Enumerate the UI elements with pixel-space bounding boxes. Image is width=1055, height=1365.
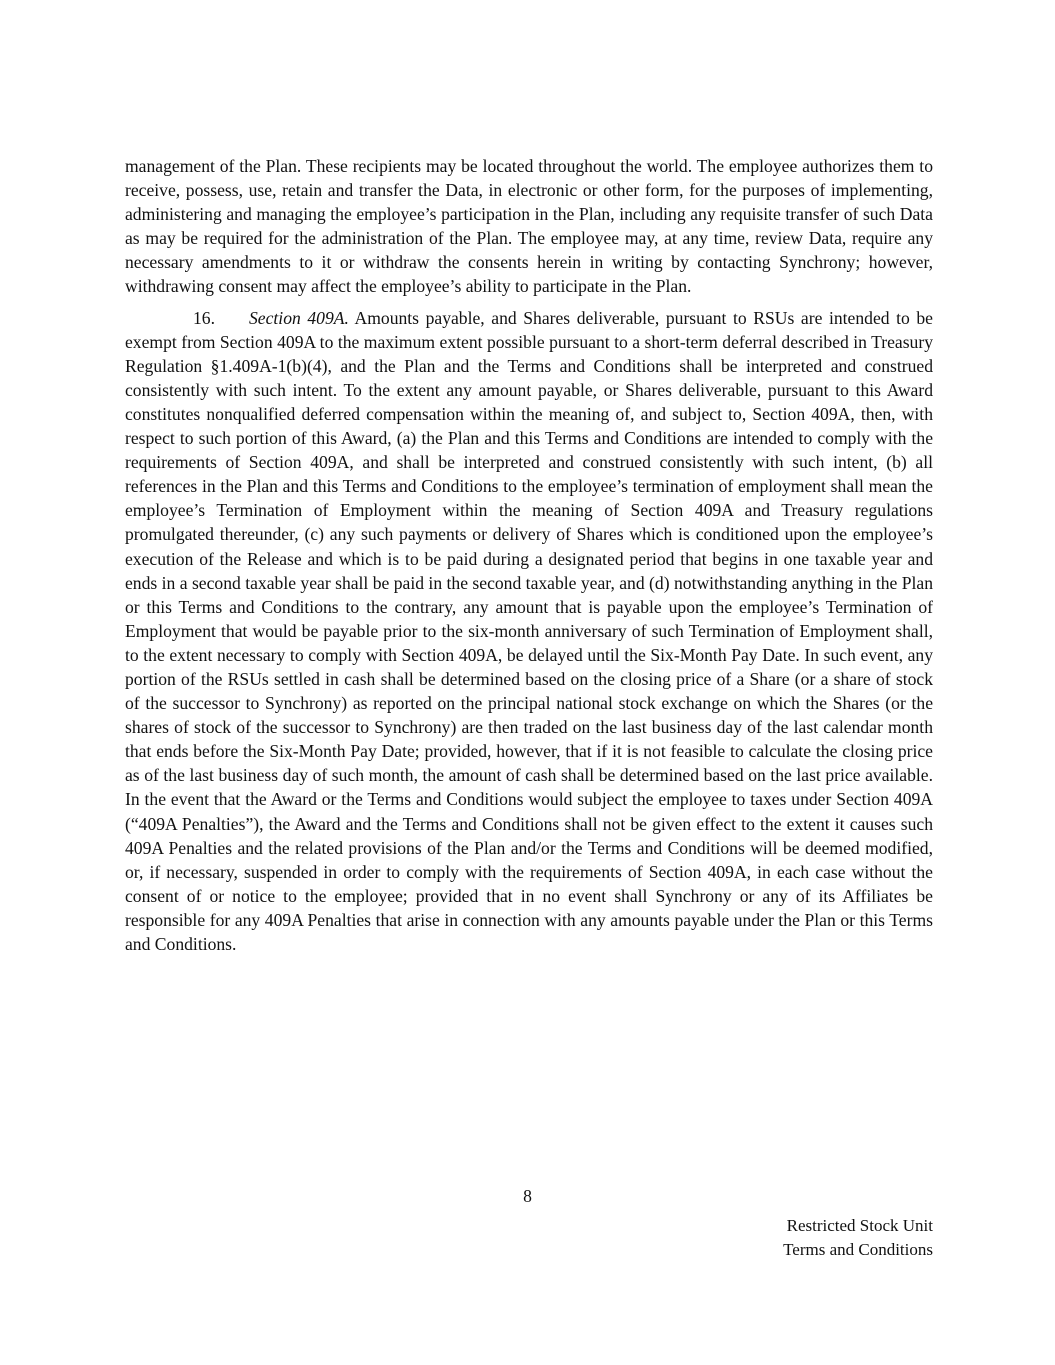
section-number: 16. [193, 307, 215, 328]
section-body: Amounts payable, and Shares deliverable, pursuant to RSUs are intended to be exempt from Section 409A to the maximum extent possible pursuant to a short-term deferral described in Treasury Regulation §1.409A-1(b)(4), and the Plan and the Terms and Conditions shall be interpreted and construed consistently with such intent. To the extent any amount payable, or Shares deliverable, pursuant to this Award constitutes nonqualified deferred compensation within the meaning of, and subject to, Section 409A, then, with respect to such portion of this Award, (a) the Plan and this Terms and Conditions are intended to comply with the requirements of Section 409A, and shall be interpreted and construed consistently with such intent, (b) all references in the Plan and this Terms and Conditions to the employee’s termination of employment shall mean the employee’s Termination of Employment within the meaning of Section 409A and Treasury regulations promulgated thereunder, (c) any such payments or delivery of Shares which is conditioned upon the employee’s execution of the Release and which is to be paid during a designated period that begins in one taxable year and ends in a second taxable year shall be paid in the second taxable year, and (d) notwithstanding anything in the Plan or this Terms and Conditions to the contrary, any amount that is payable upon the employee’s Termination of Employment that would be payable prior to the six-month anniversary of such Termination of Employment shall, to the extent necessary to comply with Section 409A, be delayed until the Six-Month Pay Date. In such event, any portion of the RSUs settled in cash shall be determined based on the closing price of a Share (or a share of stock of the successor to Synchrony) as reported on the principal national stock exchange on which the Shares (or the shares of stock of the successor to Synchrony) are then traded on the last business day of the last calendar month that ends before the Six-Month Pay Date; provided, however, that if it is not feasible to calculate the closing price as of the last business day of such month, the amount of cash shall be determined based on the last price available. In the event that the Award or the Terms and Conditions would subject the employee to taxes under Section 409A (“409A Penalties”), the Award and the Terms and Conditions shall not be given effect to the extent it causes such 409A Penalties and the related provisions of the Plan and/or the Terms and Conditions will be deemed modified, or, if necessary, suspended in order to comply with the requirements of Section 409A, in each case without the consent of or notice to the employee; provided that in no event shall Synchrony or any of its Affiliates be responsible for any 409A Penalties that arise in connection with any amounts payable under the Plan or this Terms and Conditions. [125, 307, 933, 954]
continued-paragraph: management of the Plan. These recipients may be located throughout the world. The employee authorizes them to receive, possess, use, retain and transfer the Data, in electronic or other form, for the purposes of implementing, administering and managing the employee’s participation in the Plan, including any requisite transfer of such Data as may be required for the administration of the Plan. The employee may, at any time, review Data, require any necessary amendments to it or withdraw the consents herein in writing by contacting Synchrony; however, withdrawing consent may affect the employee’s ability to participate in the Plan. [125, 156, 933, 297]
footer-line-1: Restricted Stock Unit [786, 1216, 933, 1235]
document-footer [783, 1214, 933, 1262]
page-number: 8 [523, 1186, 532, 1206]
section-16-paragraph [125, 306, 933, 957]
document-body [125, 154, 933, 963]
section-title: Section 409A. [249, 307, 349, 328]
footer-line-2: Terms and Conditions [783, 1240, 933, 1259]
